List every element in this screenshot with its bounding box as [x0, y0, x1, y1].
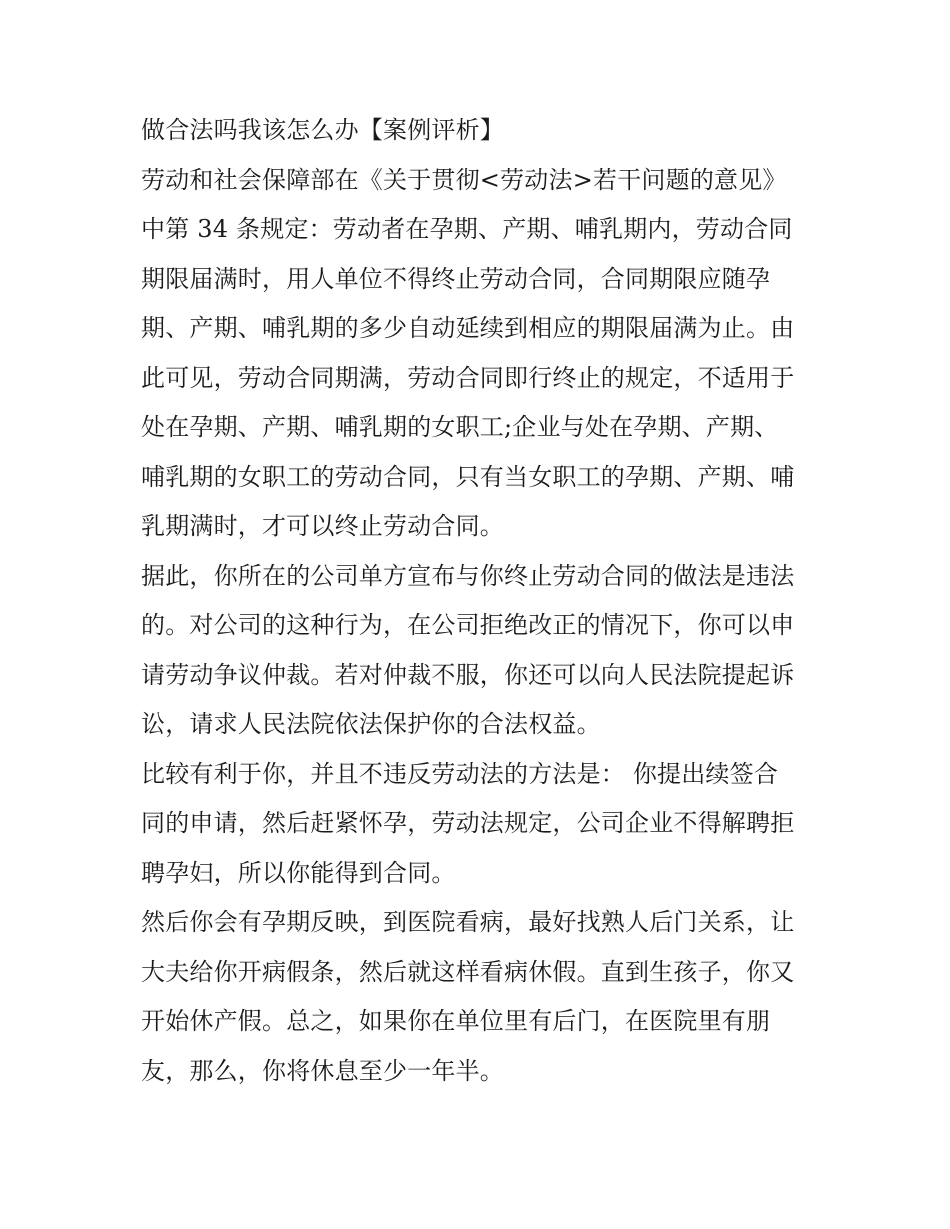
paragraph-title — [141, 106, 821, 156]
text-line: 大夫给你开病假条，然后就这样看病休假。直到生孩子，你又 — [141, 957, 795, 986]
text-line: 处在孕期、产期、哺乳期的女职工;企业与处在孕期、产期、 — [141, 413, 779, 441]
text-line: 同的申请，然后赶紧怀孕，劳动法规定，公司企业不得解聘拒 — [141, 809, 795, 837]
text-line: 乳期满时，才可以终止劳动合同。 — [141, 512, 504, 540]
text-line: 的。对公司的这种行为，在公司拒绝改正的情况下，你可以申 — [141, 611, 795, 639]
text-line: 然后你会有孕期反映，到医院看病，最好找熟人后门关系，让 — [141, 908, 795, 936]
text-line: 友，那么，你将休息至少一年半。 — [141, 1056, 504, 1085]
text-line: 据此，你所在的公司单方宣布与你终止劳动合同的做法是违法 — [141, 561, 795, 590]
text-line: 中第 34 条规定：劳动者在孕期、产期、哺乳期内，劳动合同 — [141, 215, 793, 243]
text-line: 聘孕妇，所以你能得到合同。 — [141, 858, 456, 887]
paragraph-regulation — [141, 156, 821, 552]
text-line: 开始休产假。总之，如果你在单位里有后门，在医院里有朋 — [141, 1007, 771, 1035]
text-line: 讼，请求人民法院依法保护你的合法权益。 — [141, 710, 601, 738]
paragraph-followup — [141, 898, 821, 1096]
text-line: 劳动和社会保障部在《关于贯彻<劳动法>若干问题的意见》 — [141, 165, 787, 194]
paragraph-advice — [141, 750, 821, 899]
text-line: 请劳动争议仲裁。若对仲裁不服，你还可以向人民法院提起诉 — [141, 660, 795, 689]
text-line: 期限届满时，用人单位不得终止劳动合同，合同期限应随孕 — [141, 264, 771, 293]
text-line: 此可见，劳动合同期满，劳动合同即行终止的规定，不适用于 — [141, 363, 795, 392]
document-body — [141, 106, 821, 1096]
text-line: 哺乳期的女职工的劳动合同，只有当女职工的孕期、产期、哺 — [141, 462, 795, 491]
text-line: 做合法吗我该怎么办【案例评析】 — [141, 116, 504, 144]
paragraph-conclusion — [141, 552, 821, 750]
text-line: 比较有利于你，并且不违反劳动法的方法是： 你提出续签合 — [141, 759, 779, 788]
text-line: 期、产期、哺乳期的多少自动延续到相应的期限届满为止。由 — [141, 314, 795, 342]
